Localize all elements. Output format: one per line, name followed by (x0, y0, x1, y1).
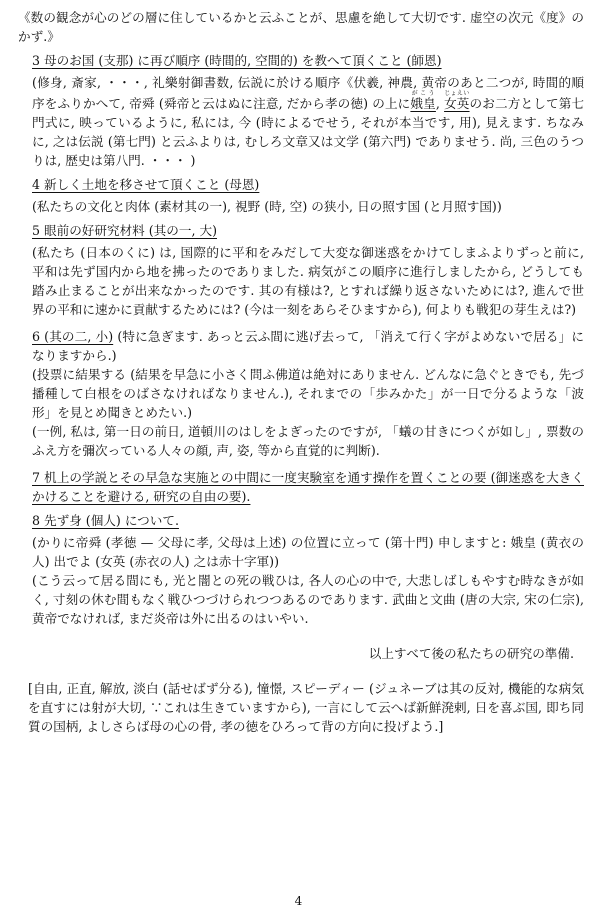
section-4-heading: 4 新しく土地を移させて頂くこと (母恩) (32, 177, 260, 192)
section-8-body-2: (こう云って居る間にも, 光と闇との死の戦ひは, 各人の心の中で, 大悲しばしもやすむ時なきが如く, 寸刻の休む間もなく戦ひつづけられつつあるのであります. 武曲と文曲 (唐の大宗, 宋の仁宗), 黄帝でなければ, まだ炎帝は外に出るのはいやい. (32, 573, 584, 626)
section-6-heading-line (18, 327, 584, 365)
ruby-gakou: 娥皇がこう (410, 90, 436, 111)
intro-paragraph: 《数の観念が心のどの層に住しているかと云ふことが、思慮を絶して大切です. 虚空の次元《度》のかず.》 (18, 10, 584, 44)
section-6-body-1: (投票に結果する (結果を早急に小さく問ふ佛道は絶対にありません. どんなに急ぐときでも, 先づ播種して白根をのばさなければなりません.), それまでの「歩みかた」が一日で分るような「波形」を見とめ聞きとめたい.) (32, 367, 584, 420)
ruby-joei: 女英じょえい (444, 90, 470, 111)
section-3-body: (修身, 斎家, ・・・, 礼樂射御書数, 伝説に於ける順序《伏羲, 神農, 黄帝のあと二つが, 時間的順序をふりかへて, 帝舜 (舜帝と云はぬに注意, だから孝の徳) の上に娥皇がこう, 女英じょえいのお二方として第七門式に, 映っているように, 私には, 今 (時によるでせう, それが本当です, 用), 見えます. ちなみに, 之は伝説 (第七門) と云ふよりは, むしろ文章又は文学 (第六門) でありませう. 尚, 三色のうつりは, 歴史は第八門. ・・・ ) (32, 75, 585, 168)
section-5-body: (私たち (日本のくに) は, 国際的に平和をみだして大変な御迷惑をかけてしまふよりずっと前に, 平和は先ず国内から地を拂ったのでありました. 病気がこの順序に進行しましたから, どうしても踏み止まることが出来なかったのです. 其の有様は?, とすれば繰り返さないためには?, 進んで世界の平和に速かに貢献するためには? (今は一刻をあらそひますから), 何よりも戦犯の芽生えは?) (32, 245, 584, 317)
section-4-body: (私たちの文化と肉体 (素材其の一), 視野 (時, 空) の狭小, 日の照す国 (と月照す国)) (32, 199, 502, 214)
bracket-note: [自由, 正直, 解放, 淡白 (話せばず分る), 憧憬, スピーディー (ジュネーブは其の反対, 機能的な病気を直すには射が大切, ∵これは生きていますから), 一言にして云へば新鮮溌剌, 日を喜ぶ国, 即ち同質の国柄, よしさらば母の心の骨, 孝の徳をひろって背の方向に投げよう.] (28, 681, 584, 734)
section-7-heading: 7 机上の学説とその早急な実施との中間に一度実験室を通す操作を置くことの要 (御迷惑を大きくかけることを避ける, 研究の自由の要). (32, 470, 584, 504)
section-3-heading: 3 母のお国 (支那) に再び順序 (時間的, 空間的) を教へて頂くこと (師恩) (32, 53, 442, 68)
section-5-heading: 5 眼前の好研究材料 (其の一, 大) (32, 223, 217, 238)
document-page (18, 8, 584, 736)
page-number: 4 (294, 894, 303, 908)
section-8-body-1: (かりに帝舜 (孝徳 — 父母に孝, 父母は上述) の位置に立って (第十門) 申しますと: 娥皇 (黄衣の人) 出でよ (女英 (赤衣の人) 之は赤十字軍)) (32, 535, 584, 569)
section-6-heading: 6 (其の二, 小) (32, 329, 114, 344)
section-6-heading-rest: (特に急ぎます. あっと云ふ間に逃げ去って, 「消えて行く字がよめないで居る」になりますから.) (32, 329, 584, 363)
section-8-heading: 8 先ず身 (個人) について. (32, 513, 179, 528)
closing-line: 以上すべて後の私たちの研究の準備. (368, 646, 574, 661)
section-3-body-b: のお二方として第七門式に, 映っているように, 私には, 今 (時によるでせう, それが本当です, 用), 見えます. ちなみに, 之は伝説 (第七門) と云ふよりは, むしろ文章又は文学 (第六門) でありませう. 尚, 三色のうつりは, 歴史は第八門. ・・・ ) (32, 96, 585, 168)
section-3-body-a: (修身, 斎家, ・・・, 礼樂射御書数, 伝説に於ける順序《伏羲, 神農, 黄帝のあと二つが, 時間的順序をふりかへて, 帝舜 (舜帝と云はぬに注意, だから孝の徳) の上に (32, 75, 584, 111)
section-6-body-2: (一例, 私は, 第一日の前日, 道頓川のはしをよぎったのですが, 「蟻の甘きにつくが如し」, 票数のふえ方を彌次っている人々の顔, 声, 姿, 等から直覚的に判断). (32, 424, 584, 458)
